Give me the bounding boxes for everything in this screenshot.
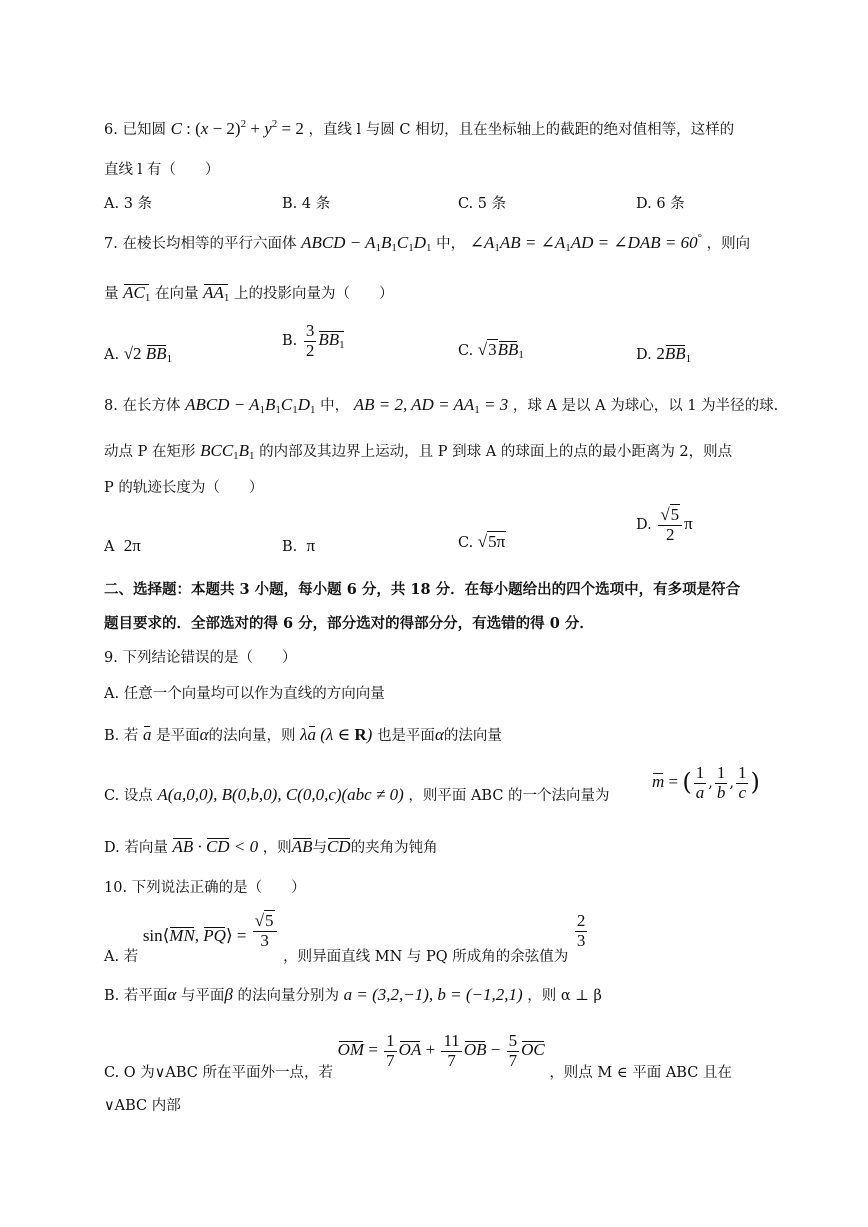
q8-line3: P 的轨迹长度为（ ） xyxy=(104,480,264,496)
q6-text: ，直线 l 与圆 C 相切，且在坐标轴上的截距的绝对值相等，这样的 xyxy=(308,122,735,138)
q9-option-d: D. 若向量 AB · CD < 0 ，则AB与CD的夹角为钝角 xyxy=(104,837,438,856)
q7-solid: ABCD − $A_1B_1C_1D_1$ xyxy=(301,233,432,254)
q6-line1 xyxy=(104,118,734,139)
q8-number: 8. 在长方体 xyxy=(104,398,181,414)
q6-circle-equation: C : $(x - 2)^2 + y^2 = 2$ xyxy=(170,118,304,138)
q8-dims: AB = 2, AD = $AA_1 = 3$ xyxy=(353,395,509,416)
q7-number: 7. 在棱长均相等的平行六面体 xyxy=(104,236,297,252)
q6-option-a: A. 3 条 xyxy=(104,196,153,212)
q8-option-d: D. $\frac{√5}{2}$ π xyxy=(636,505,693,544)
q8-option-b: B. π xyxy=(282,536,316,555)
q9-option-a: A. 任意一个向量均可以作为直线的方向向量 xyxy=(104,686,385,702)
q6-number: 6. 已知圆 xyxy=(104,122,166,138)
q7-option-c: C. $√3BB_1$ xyxy=(458,340,524,361)
q8-line2: 动点 P 在矩形 $BCC_1B_1$ 的内部及其边界上运动，且 P 到球 A 的球面上的点的最小距离为 2，则点 xyxy=(104,441,733,462)
q8-line1: 8. 在长方体 ABCD − $A_1B_1C_1D_1$ 中， AB = 2, AD = $AA_1 = 3$ ，球 A 是以 A 为球心，以 1 为半径的球. xyxy=(104,395,779,416)
q10-option-b: B. 若平面α 与平面β 的法向量分别为 a = (3,2,−1), b = (−1,2,1) ，则 α ⊥ β xyxy=(104,985,602,1004)
q7-option-d: D. $2BB_1$ xyxy=(636,344,692,365)
q7-angles: $\angle A_1AB$ = $\angle A_1AD$ = ∠DAB = 60° xyxy=(469,232,703,254)
q7-line1 xyxy=(104,232,750,254)
section2-line2: 题目要求的．全部选对的得 6 分，部分选对的得部分分，有选错的得 0 分． xyxy=(104,615,594,632)
q6-option-d: D. 6 条 xyxy=(636,196,685,212)
q6-option-b: B. 4 条 xyxy=(282,196,331,212)
section2-line1: 二、选择题：本题共 3 小题，每小题 6 分，共 18 分．在每小题给出的四个选项中，有多项是符合 xyxy=(104,581,741,598)
q8-rect: $BCC_1B_1$ xyxy=(200,441,255,462)
q8-solid: ABCD − $A_1B_1C_1D_1$ xyxy=(185,395,316,416)
q10-option-c: C. O 为∨ABC 所在平面外一点，若 OM = $\frac{1}{7}$ OA + $\frac{11}{7}$ OB − $\frac{5}{7}$ OC ，则点 M ∈ 平面 ABC 且在 xyxy=(104,1031,732,1082)
q7-option-a: A. √2 $BB_1$ xyxy=(104,344,173,365)
q9-stem: 9. 下列结论错误的是（ ） xyxy=(104,650,297,666)
q10-stem: 10. 下列说法正确的是（ ） xyxy=(104,880,306,896)
q8-option-a: A 2π xyxy=(104,536,141,555)
q9-option-c-normal: m = ( $\frac{1}{a}$ , $\frac{1}{b}$ , $\frac{1}{c}$ ) xyxy=(652,763,760,802)
q7-line2: 量 $AC_1$ 在向量 $AA_1$ 上的投影向量为（ ） xyxy=(104,283,394,304)
q7-vec-ac1: $AC_1$ xyxy=(123,283,151,304)
q7-mid: 中， xyxy=(436,236,466,252)
q7-vec-aa1: $AA_1$ xyxy=(203,283,230,304)
q9-option-b: B. 若 a 是平面α的法向量，则 λa (λ ∈ R) 也是平面α的法向量 xyxy=(104,725,502,744)
q8-option-c: C. √5π xyxy=(458,532,506,551)
q9-option-c: C. 设点 A(a,0,0), B(0,b,0), C(0,0,c)(abc ≠ 0) ，则平面 ABC 的一个法向量为 xyxy=(104,785,610,804)
q7-text-end: ，则向 xyxy=(706,236,751,252)
q7-option-b: B. $\frac{3}{2}$ $BB_1$ xyxy=(282,321,345,360)
q6-line2: 直线 l 有（ ） xyxy=(104,162,220,178)
q10-option-a: A. 若 sin⟨MN, PQ⟩ = $\frac{√5}{3}$ ，则异面直线 MN 与 PQ 所成角的余弦值为 $\frac{2}{3}$ xyxy=(104,911,586,966)
q10-option-c-line2: ∨ABC 内部 xyxy=(104,1098,181,1114)
q6-option-c: C. 5 条 xyxy=(458,196,507,212)
